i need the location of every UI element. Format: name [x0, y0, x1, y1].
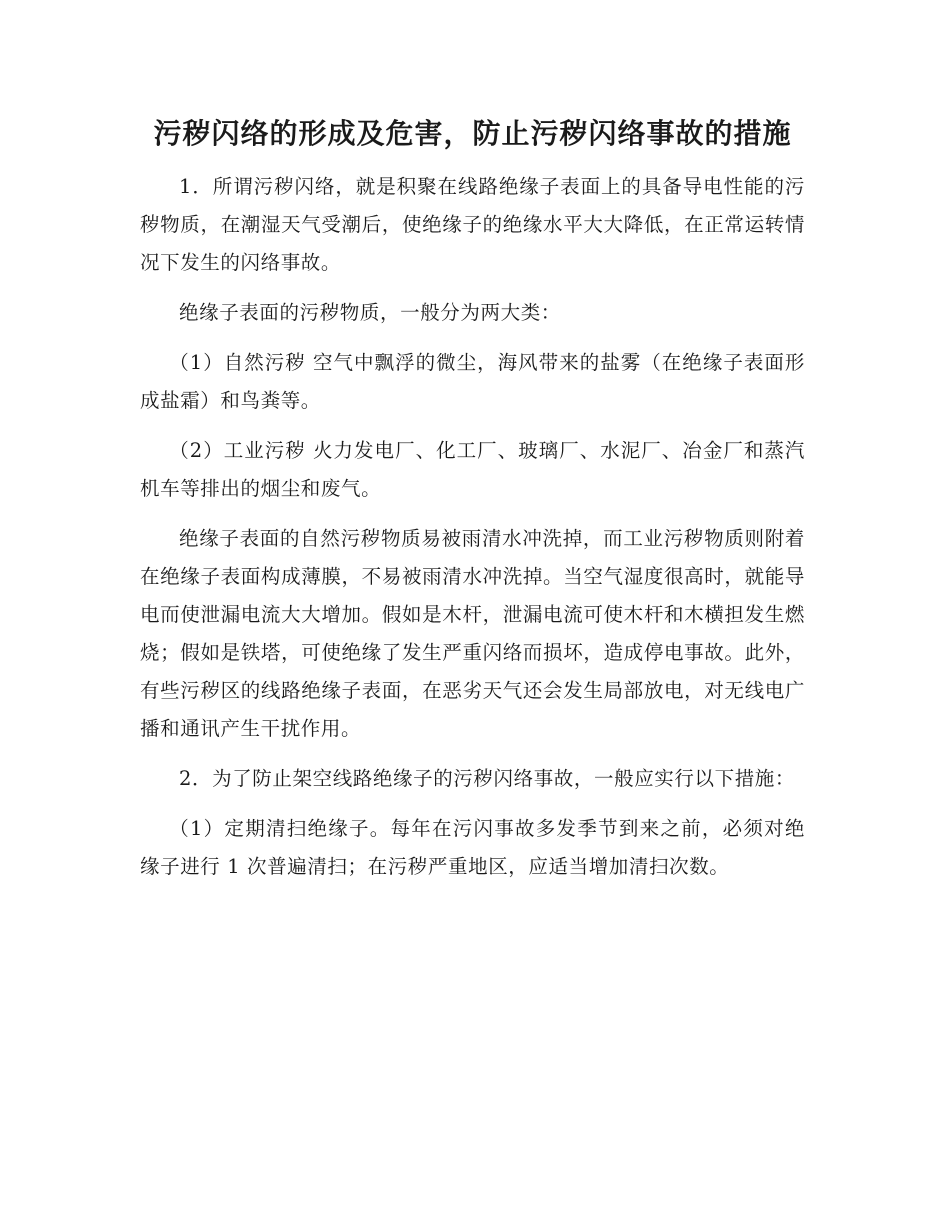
paragraph-hazards: 绝缘子表面的自然污秽物质易被雨清水冲洗掉，而工业污秽物质则附着在绝缘子表面构成薄膜，不易被雨清水冲洗掉。当空气湿度很高时，就能导电而使泄漏电流大大增加。假如是木杆，泄漏电流可使木杆和木横担发生燃烧；假如是铁塔，可使绝缘了发生严重闪络而损坏，造成停电事故。此外，有些污秽区的线路绝缘子表面，在恶劣天气还会发生局部放电，对无线电广播和通讯产生干扰作用。: [140, 527, 805, 740]
paragraph-natural-pollution: （1）自然污秽 空气中飘浮的微尘，海风带来的盐雾（在绝缘子表面形成盐霜）和鸟粪等。: [140, 351, 805, 412]
paragraph-pollution-types: 绝缘子表面的污秽物质，一般分为两大类：: [179, 301, 561, 324]
paragraph-industrial-pollution: （2）工业污秽 火力发电厂、化工厂、玻璃厂、水泥厂、冶金厂和蒸汽机车等排出的烟尘和废气。: [140, 439, 805, 500]
document-title: 污秽闪络的形成及危害，防止污秽闪络事故的措施: [153, 117, 792, 150]
document-page: [140, 112, 805, 898]
paragraph-measure-cleaning: （1）定期清扫绝缘子。每年在污闪事故多发季节到来之前，必须对绝缘子进行 1 次普遍清扫；在污秽严重地区，应适当增加清扫次数。: [140, 817, 805, 878]
paragraph-measures-intro: 2．为了防止架空线路绝缘子的污秽闪络事故，一般应实行以下措施：: [179, 767, 796, 790]
paragraph-definition: 1．所谓污秽闪络，就是积聚在线路绝缘子表面上的具备导电性能的污秽物质，在潮湿天气受潮后，使绝缘子的绝缘水平大大降低，在正常运转情况下发生的闪络事故。: [140, 175, 805, 274]
